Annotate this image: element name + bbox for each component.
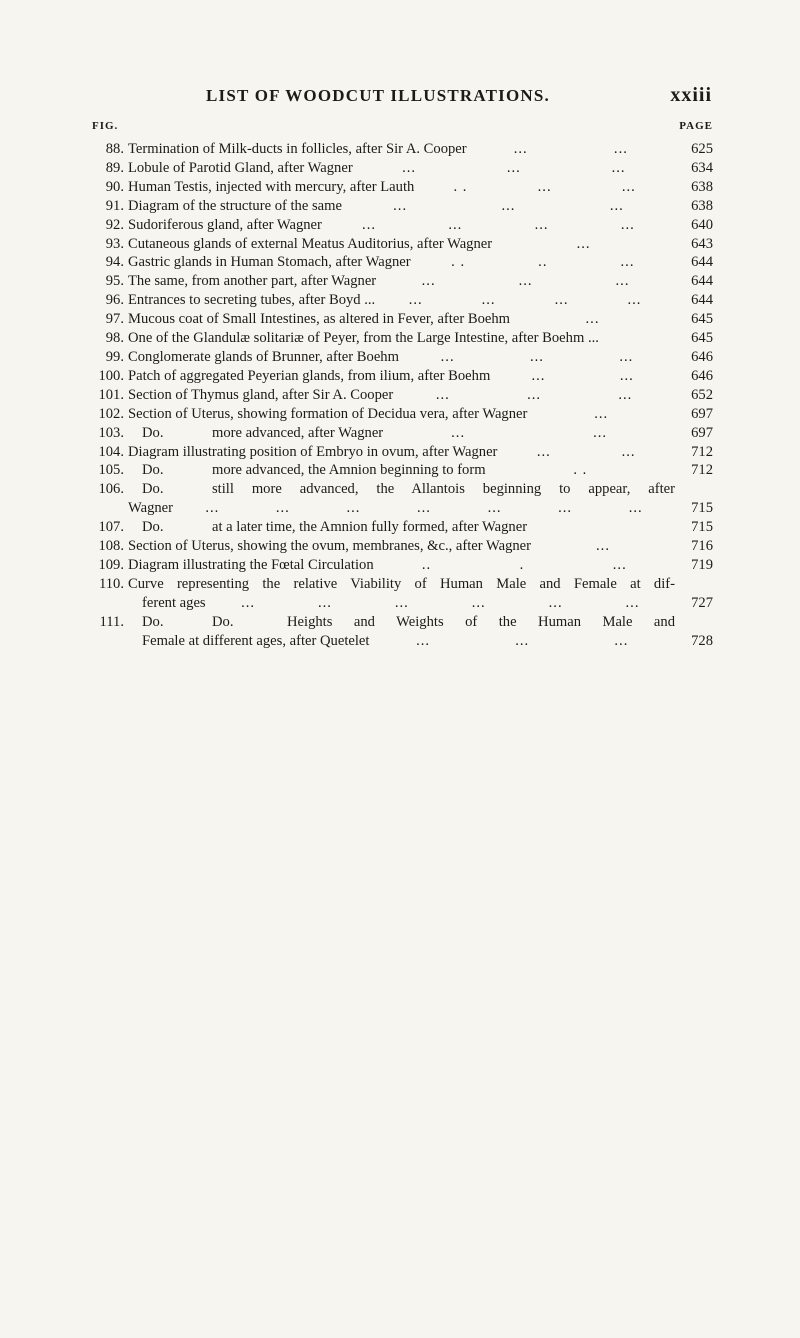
fig-number: 94.	[105, 254, 124, 271]
list-item	[88, 518, 713, 537]
page-ref: 645	[691, 330, 713, 347]
fig-title-continued: ferent ages	[142, 594, 206, 611]
list-item	[88, 386, 713, 405]
page-ref: 728	[691, 632, 713, 649]
page-ref: 644	[691, 292, 713, 309]
list-item	[88, 556, 713, 575]
list-item	[88, 405, 713, 424]
list-item	[88, 310, 713, 329]
fig-number: 93.	[105, 235, 124, 252]
fig-number: 104.	[98, 443, 124, 460]
page-column-header: PAGE	[679, 120, 713, 132]
fig-title: Lobule of Parotid Gland, after Wagner	[128, 159, 353, 176]
page-ref: 643	[691, 235, 713, 252]
list-item	[88, 461, 713, 480]
page-ref: 646	[691, 348, 713, 365]
fig-title: at a later time, the Amnion fully formed, after Wagner	[212, 519, 528, 536]
fig-title: Human Testis, injected with mercury, after Lauth	[128, 178, 415, 195]
list-item	[88, 178, 713, 197]
dot-leader	[527, 518, 675, 537]
fig-title: Entrances to secreting tubes, after Boyd ...	[128, 292, 376, 309]
fig-title: Diagram of the structure of the same	[128, 197, 342, 214]
page-number: xxiii	[670, 84, 712, 106]
list-item	[88, 235, 713, 254]
page-ref: 697	[691, 405, 713, 422]
fig-number: 88.	[105, 141, 124, 157]
ditto-mark: Do.	[142, 481, 164, 498]
fig-number: 100.	[98, 367, 124, 384]
dot-leader: ...	[585, 311, 600, 328]
page-ref: 716	[691, 538, 713, 555]
running-title: LIST OF WOODCUT ILLUSTRATIONS.	[206, 86, 550, 105]
fig-number: 101.	[98, 386, 124, 403]
page-ref: 625	[691, 141, 713, 157]
list-item	[88, 159, 713, 178]
dot-leader: . . .. ...	[451, 254, 635, 271]
dot-leader: ... ... ...	[440, 348, 634, 365]
ditto-mark: Do.	[212, 613, 234, 630]
dot-leader: ... ... ...	[402, 159, 626, 176]
dot-leader	[599, 329, 675, 348]
fig-number: 111.	[99, 613, 124, 630]
column-headers	[88, 120, 713, 140]
page-ref: 634	[691, 159, 713, 176]
fig-number: 103.	[98, 424, 124, 441]
fig-number: 92.	[105, 216, 124, 233]
list-item	[88, 480, 713, 518]
dot-leader: ...	[596, 538, 610, 555]
fig-title: Heights and Weights of the Human Male and	[287, 613, 675, 630]
fig-title: more advanced, after Wagner	[212, 424, 384, 441]
fig-number: 89.	[105, 159, 124, 176]
dot-leader: . . ... ...	[453, 178, 636, 195]
fig-title: Diagram illustrating the Fœtal Circulation	[128, 556, 374, 573]
dot-leader: ...	[576, 235, 591, 252]
fig-title: Gastric glands in Human Stomach, after Wagner	[128, 254, 411, 271]
list-item	[88, 537, 713, 556]
ditto-mark: Do.	[142, 462, 164, 479]
page-ref: 719	[691, 556, 713, 573]
list-item	[88, 613, 713, 651]
fig-number: 95.	[105, 273, 124, 290]
fig-title: The same, from another part, after Wagner	[128, 273, 377, 290]
dot-leader: ... ... ...	[416, 632, 629, 649]
list-item	[88, 443, 713, 462]
page-ref: 697	[691, 424, 713, 441]
list-item	[88, 272, 713, 291]
dot-leader: . .	[573, 462, 588, 479]
fig-title-continued: Female at different ages, after Quetelet	[142, 632, 370, 649]
dot-leader: ... ...	[451, 424, 608, 441]
page-ref: 640	[691, 216, 713, 233]
fig-number: 90.	[105, 178, 124, 195]
list-item	[88, 140, 713, 159]
fig-number: 102.	[98, 405, 124, 422]
page-ref: 644	[691, 273, 713, 290]
list-item	[88, 575, 713, 613]
list-item	[88, 329, 713, 348]
list-item	[88, 197, 713, 216]
list-item	[88, 291, 713, 310]
dot-leader: .. . ...	[421, 556, 627, 573]
fig-number: 96.	[105, 292, 124, 309]
dot-leader: ... ...	[536, 443, 636, 460]
list-item	[88, 348, 713, 367]
fig-title: Conglomerate glands of Brunner, after Boehm	[128, 348, 399, 365]
page-ref: 715	[691, 519, 713, 536]
fig-title: Curve representing the relative Viability of Human Male and Female at dif-	[128, 575, 675, 592]
fig-title: Section of Uterus, showing the ovum, membranes, &c., after Wagner	[128, 538, 532, 555]
fig-title: Termination of Milk-ducts in follicles, after Sir A. Cooper	[128, 141, 467, 157]
fig-title: more advanced, the Amnion beginning to form	[212, 462, 486, 479]
page-ref: 644	[691, 254, 713, 271]
fig-title: Mucous coat of Small Intestines, as altered in Fever, after Boehm	[128, 311, 510, 328]
illustrations-list	[88, 120, 713, 650]
fig-title: Section of Uterus, showing formation of Decidua vera, after Wagner	[128, 405, 528, 422]
fig-number: 98.	[105, 330, 124, 347]
page-ref: 712	[691, 462, 713, 479]
dot-leader: ... ... ...	[393, 197, 624, 214]
list-item	[88, 253, 713, 272]
dot-leader: ... ... ... ... ... ...	[241, 594, 640, 611]
fig-title: Diagram illustrating position of Embryo in ovum, after Wagner	[128, 443, 498, 460]
fig-title: One of the Glandulæ solitariæ of Peyer, from the Large Intestine, after Boehm ...	[128, 330, 599, 347]
fig-title-continued: Wagner	[128, 500, 174, 517]
list-item	[88, 216, 713, 235]
dot-leader: ... ...	[513, 141, 628, 157]
fig-number: 97.	[105, 311, 124, 328]
dot-leader: ... ... ... ... ... ... ...	[205, 500, 643, 517]
dot-leader: ... ... ...	[435, 386, 633, 403]
fig-number: 91.	[105, 197, 124, 214]
ditto-mark: Do.	[142, 613, 164, 630]
list-item	[88, 367, 713, 386]
ditto-mark: Do.	[142, 519, 164, 536]
running-head	[190, 86, 712, 110]
list-item	[88, 424, 713, 443]
ditto-mark: Do.	[142, 424, 164, 441]
fig-column-header: FIG.	[92, 120, 119, 132]
fig-number: 99.	[105, 348, 124, 365]
dot-leader: ... ... ...	[421, 273, 630, 290]
fig-title: Section of Thymus gland, after Sir A. Cooper	[128, 386, 394, 403]
page-ref: 712	[691, 443, 713, 460]
page-ref: 646	[691, 367, 713, 384]
dot-leader: ... ... ... ...	[408, 292, 642, 309]
fig-number: 108.	[98, 538, 124, 555]
fig-title: Patch of aggregated Peyerian glands, from ilium, after Boehm	[128, 367, 491, 384]
fig-number: 107.	[98, 519, 124, 536]
page-ref: 645	[691, 311, 713, 328]
fig-number: 106.	[98, 481, 124, 498]
page-ref: 638	[691, 178, 713, 195]
page-ref: 638	[691, 197, 713, 214]
fig-number: 105.	[98, 462, 124, 479]
fig-title: Sudoriferous gland, after Wagner	[128, 216, 322, 233]
fig-title: Cutaneous glands of external Meatus Auditorius, after Wagner	[128, 235, 493, 252]
page-ref: 715	[691, 500, 713, 517]
page-ref: 727	[691, 594, 713, 611]
dot-leader: ... ...	[531, 367, 634, 384]
dot-leader: ... ... ... ...	[362, 216, 635, 233]
page-ref: 652	[691, 386, 713, 403]
fig-title: still more advanced, the Allantois beginning to appear, after	[212, 481, 675, 498]
fig-number: 110.	[99, 575, 124, 592]
dot-leader: ...	[594, 405, 609, 422]
fig-number: 109.	[98, 556, 124, 573]
